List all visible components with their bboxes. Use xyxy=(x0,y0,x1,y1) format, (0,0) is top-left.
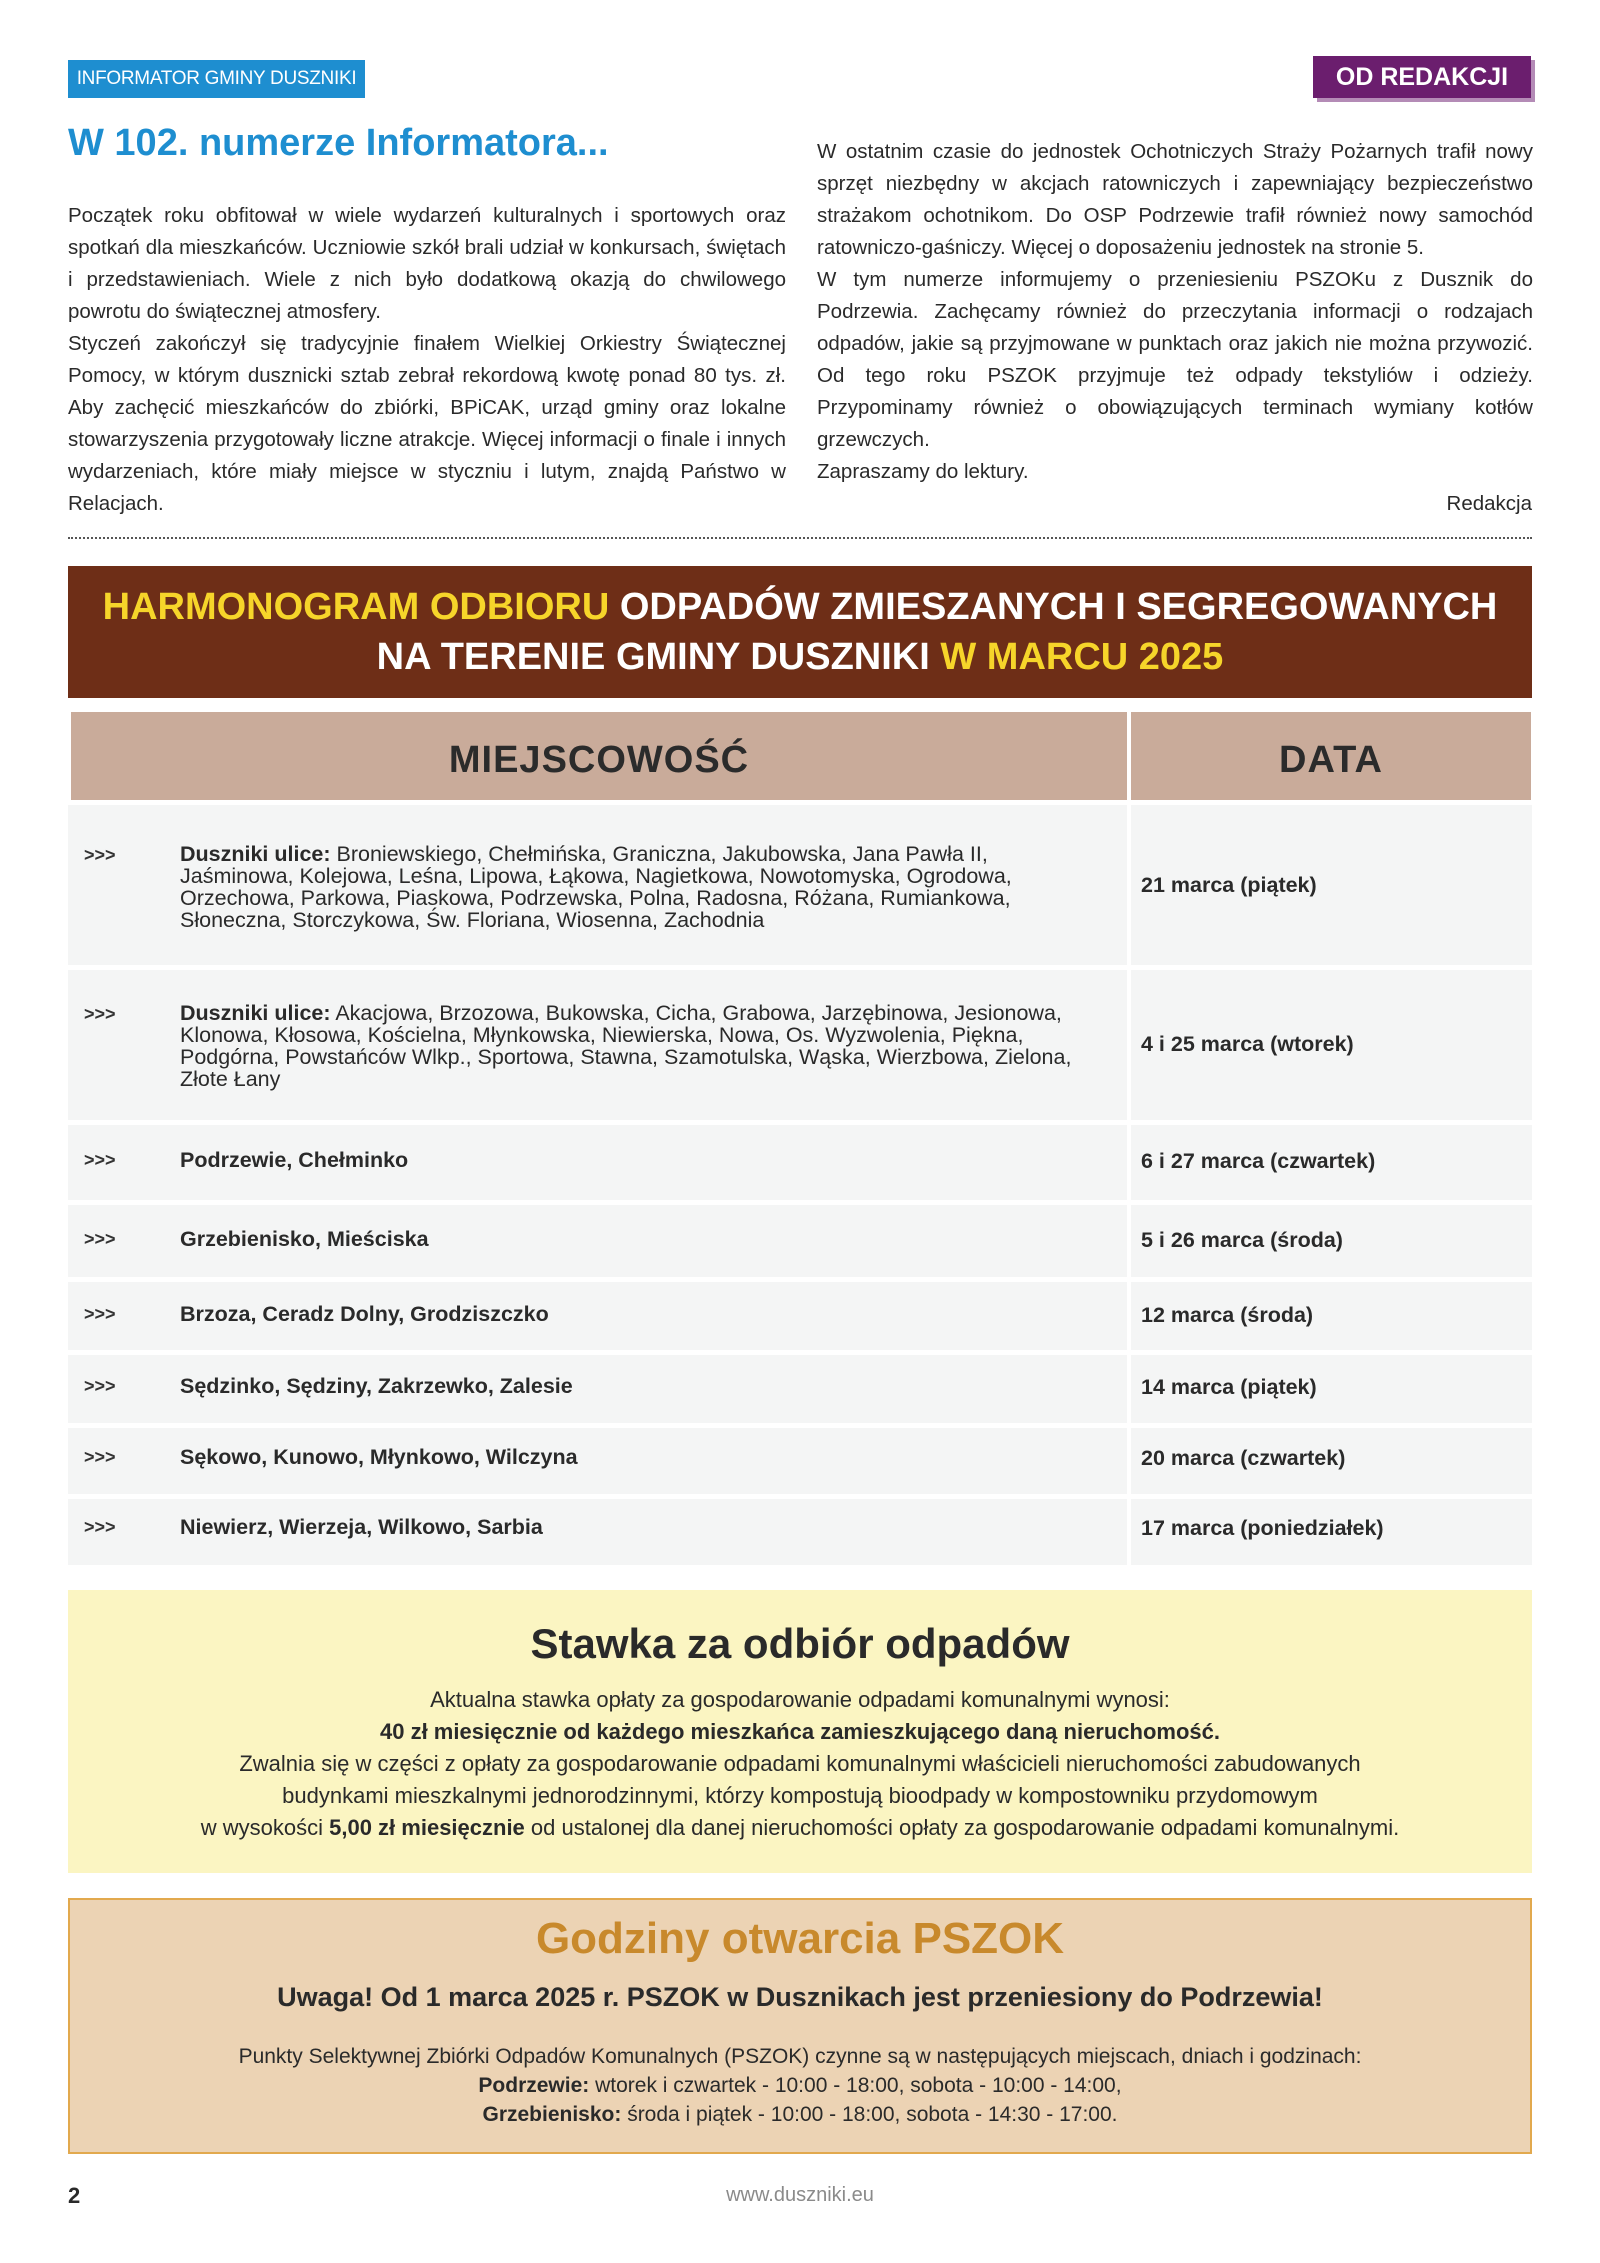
corner-tag: OD REDAKCJI xyxy=(1313,56,1531,98)
pszok-location-name: Podrzewie: xyxy=(478,2074,590,2097)
pszok-hours: wtorek i czwartek - 10:00 - 18:00, sobota - 10:00 - 14:00, xyxy=(589,2074,1122,2097)
banner-text: ODPADÓW ZMIESZANYCH I SEGREGOWANYCH xyxy=(609,586,1498,628)
pszok-box xyxy=(68,1898,1532,2154)
editorial-signature: Redakcja xyxy=(1446,492,1532,515)
row-city-text: Grzebienisko, Mieściska xyxy=(180,1227,429,1251)
row-arrow-icon: >>> xyxy=(84,1229,116,1249)
table-row xyxy=(68,1499,1532,1565)
banner-text: NA TERENIE GMINY DUSZNIKI xyxy=(376,636,941,678)
fee-amount: 40 zł miesięcznie od każdego mieszkańca zamieszkującego daną nieruchomość. xyxy=(380,1719,1220,1744)
banner-highlight: HARMONOGRAM ODBIORU xyxy=(102,586,610,628)
fee-line: Zwalnia się w części z opłaty za gospodarowanie odpadami komunalnymi właścicieli nieruchomości zabudowanych xyxy=(239,1751,1361,1776)
row-date: 14 marca (piątek) xyxy=(1141,1375,1317,1399)
row-date: 12 marca (środa) xyxy=(1141,1303,1314,1327)
fee-text: w wysokości xyxy=(200,1815,330,1840)
row-date: 5 i 26 marca (środa) xyxy=(1141,1228,1343,1252)
editorial-left-column xyxy=(68,200,786,520)
editorial-paragraph: W ostatnim czasie do jednostek Ochotniczych Straży Pożarnych trafił nowy sprzęt niezbędny w akcjach ratowniczych i zapewniający bezpieczeństwo strażakom ochotnikom. Do OSP Podrzewie trafił również nowy samochód ratowniczo-gaśniczy. Więcej o doposażeniu jednostek na stronie 5. xyxy=(817,140,1533,259)
row-arrow-icon: >>> xyxy=(84,1304,116,1324)
row-date: 20 marca (czwartek) xyxy=(1141,1446,1346,1470)
row-arrow-icon: >>> xyxy=(84,1517,116,1537)
banner-highlight: W MARCU 2025 xyxy=(940,636,1224,678)
table-row xyxy=(68,1282,1532,1350)
editorial-paragraph: W tym numerze informujemy o przeniesieniu PSZOKu z Dusznik do Podrzewia. Zachęcamy również do przeczytania informacji o rodzajach odpadów, jakie są przyjmowane w punktach oraz jakich nie można przywozić. Od tego roku PSZOK przyjmuje też odpady tekstyliów i odzieży. Przypominamy również o obowiązujących terminach wymiany kotłów grzewczych. xyxy=(817,268,1533,451)
fee-line: Aktualna stawka opłaty za gospodarowanie odpadami komunalnymi wynosi: xyxy=(430,1687,1170,1712)
row-city-streets: Broniewskiego, Chełmińska, Graniczna, Jakubowska, Jana Pawła II, Jaśminowa, Kolejowa, Leśna, Lipowa, Łąkowa, Nagietkowa, Nowotomyska, Ogrodowa, Orzechowa, Parkowa, Piaskowa, Podrzewska, Polna, Radosna, Różana, Rumiankowa, Słoneczna, Storczykowa, Św. Floriana, Wiosenna, Zachodnia xyxy=(180,842,1012,932)
fee-discount: 5,00 zł miesięcznie xyxy=(329,1815,525,1840)
table-row xyxy=(68,1355,1532,1423)
table-row xyxy=(68,1428,1532,1494)
row-arrow-icon: >>> xyxy=(84,1447,116,1467)
pszok-warning: Uwaga! Od 1 marca 2025 r. PSZOK w Dusznikach jest przeniesiony do Podrzewia! xyxy=(277,1982,1323,2012)
row-city-prefix: Duszniki ulice: xyxy=(180,842,331,866)
row-arrow-icon: >>> xyxy=(84,1150,116,1170)
editorial-paragraph: Styczeń zakończył się tradycyjnie finałem Wielkiej Orkiestry Świątecznej Pomocy, w którym dusznicki sztab zebrał rekordową kwotę ponad 80 tys. zł. Aby zachęcić mieszkańców do zbiórki, BPiCAK, urząd gminy oraz lokalne stowarzyszenia przygotowały liczne atrakcje. Więcej informacji o finale i innych wydarzeniach, które miały miejsce w styczniu i lutym, znajdą Państwo w Relacjach. xyxy=(68,332,786,515)
section-tag: INFORMATOR GMINY DUSZNIKI xyxy=(68,60,365,98)
banner-line-1 xyxy=(68,582,1532,632)
row-city-streets: Akacjowa, Brzozowa, Bukowska, Cicha, Grabowa, Jarzębinowa, Jesionowa, Klonowa, Kłosowa, Kościelna, Młynkowska, Niewierska, Nowa, Os. Wyzwolenia, Piękna, Podgórna, Powstańców Wlkp., Sportowa, Stawna, Szamotulska, Wąska, Wierzbowa, Zielona, Złote Łany xyxy=(180,1001,1072,1091)
website-link[interactable]: www.duszniki.eu xyxy=(726,2184,874,2206)
row-city-text: Podrzewie, Chełminko xyxy=(180,1148,409,1172)
pszok-location xyxy=(70,2071,1530,2100)
table-row xyxy=(68,805,1532,965)
row-arrow-icon: >>> xyxy=(84,845,116,865)
editorial-paragraph: Początek roku obfitował w wiele wydarzeń kulturalnych i sportowych oraz spotkań dla mieszkańców. Uczniowie szkół brali udział w konkursach, świętach i przedstawieniach. Wiele z nich było dodatkową okazją do chwilowego powrotu do świątecznej atmosfery. xyxy=(68,204,786,323)
row-city-text xyxy=(180,843,1090,931)
pszok-body xyxy=(70,2042,1530,2129)
row-arrow-icon: >>> xyxy=(84,1004,116,1024)
table-row xyxy=(68,1205,1532,1277)
table-row xyxy=(68,970,1532,1120)
fee-line: budynkami mieszkalnymi jednorodzinnymi, którzy kompostują bioodpady w kompostowniku przydomowym xyxy=(282,1783,1318,1808)
page-number: 2 xyxy=(68,2183,81,2208)
row-city-text: Brzoza, Ceradz Dolny, Grodziszczko xyxy=(180,1302,549,1326)
row-arrow-icon: >>> xyxy=(84,1376,116,1396)
pszok-title: Godziny otwarcia PSZOK xyxy=(535,1914,1065,1963)
fee-box xyxy=(68,1590,1532,1873)
fee-body xyxy=(68,1684,1532,1844)
editorial-right-column xyxy=(817,136,1533,488)
schedule-banner xyxy=(68,566,1532,698)
pszok-location xyxy=(70,2100,1530,2129)
row-date: 17 marca (poniedziałek) xyxy=(1141,1516,1384,1540)
fee-line xyxy=(68,1812,1532,1844)
editorial-paragraph: Zapraszamy do lektury. xyxy=(817,460,1029,483)
row-city-text xyxy=(180,1002,1090,1090)
pszok-hours: środa i piątek - 10:00 - 18:00, sobota - 14:30 - 17:00. xyxy=(621,2103,1118,2126)
row-date: 21 marca (piątek) xyxy=(1141,873,1317,897)
table-row xyxy=(68,1125,1532,1200)
banner-line-2 xyxy=(68,632,1532,682)
row-date: 6 i 27 marca (czwartek) xyxy=(1141,1149,1376,1173)
table-header-date: DATA xyxy=(1131,712,1531,800)
fee-text: od ustalonej dla danej nieruchomości opłaty za gospodarowanie odpadami komunalnymi. xyxy=(524,1815,1400,1840)
row-city-text: Niewierz, Wierzeja, Wilkowo, Sarbia xyxy=(180,1515,543,1539)
row-city-text: Sękowo, Kunowo, Młynkowo, Wilczyna xyxy=(180,1445,578,1469)
pszok-location-name: Grzebienisko: xyxy=(482,2103,622,2126)
table-header-city: MIEJSCOWOŚĆ xyxy=(71,712,1127,800)
fee-title: Stawka za odbiór odpadów xyxy=(530,1620,1070,1667)
row-city-prefix: Duszniki ulice: xyxy=(180,1001,331,1025)
editorial-headline: W 102. numerze Informatora... xyxy=(68,122,609,164)
row-date: 4 i 25 marca (wtorek) xyxy=(1141,1032,1354,1056)
row-city-text: Sędzinko, Sędziny, Zakrzewko, Zalesie xyxy=(180,1374,573,1398)
pszok-intro: Punkty Selektywnej Zbiórki Odpadów Komunalnych (PSZOK) czynne są w następujących miejscach, dniach i godzinach: xyxy=(238,2045,1362,2068)
dotted-divider xyxy=(68,537,1532,539)
